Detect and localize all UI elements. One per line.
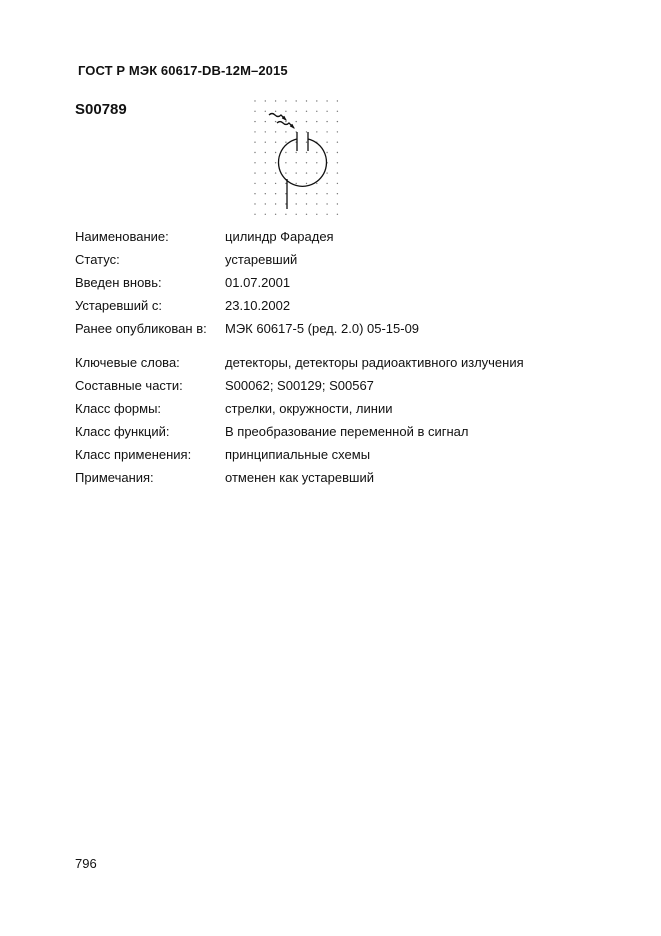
attribute-row-name [75,225,635,248]
document-header: ГОСТ Р МЭК 60617-DB-12M–2015 [78,63,288,78]
attribute-row-keywords [75,351,635,374]
attribute-value: МЭК 60617-5 (ред. 2.0) 05-15-09 [225,321,420,336]
attribute-row-components [75,374,635,397]
attribute-value: 23.10.2002 [225,298,291,313]
attribute-row-obsolete-since [75,294,635,317]
attribute-value: принципиальные схемы [225,447,371,462]
attribute-label: Класс функций: [75,424,170,439]
attribute-label: Наименование: [75,229,169,244]
attribute-value: устаревший [225,252,298,267]
attribute-value: стрелки, окружности, линии [225,401,393,416]
attribute-value: 01.07.2001 [225,275,291,290]
attribute-row-shape-class [75,397,635,420]
attribute-label: Ранее опубликован в: [75,321,207,336]
symbol-code: S00789 [75,101,127,118]
attribute-label: Устаревший с: [75,298,162,313]
page-number: 796 [75,856,97,871]
attribute-label: Класс применения: [75,447,192,462]
attribute-label: Введен вновь: [75,275,162,290]
attribute-value: S00062; S00129; S00567 [225,378,374,393]
attribute-row-notes [75,466,635,489]
symbol-attributes-table [75,225,635,489]
attribute-label: Составные части: [75,378,183,393]
attribute-label: Статус: [75,252,120,267]
attribute-value: В преобразование переменной в сигнал [225,424,469,439]
attribute-label: Класс формы: [75,401,162,416]
attribute-value: цилиндр Фарадея [225,229,334,244]
attribute-value: детекторы, детекторы радиоактивного излучения [225,355,524,370]
attribute-row-status [75,248,635,271]
symbol-drawing [269,114,327,210]
faraday-cylinder-symbol-icon [251,97,347,219]
attribute-label: Примечания: [75,470,154,485]
attribute-label: Ключевые слова: [75,355,180,370]
attribute-row-application-class [75,443,635,466]
attribute-row-introduced [75,271,635,294]
attribute-value: отменен как устаревший [225,470,374,485]
attribute-row-previously-published [75,317,635,340]
attribute-row-function-class [75,420,635,443]
